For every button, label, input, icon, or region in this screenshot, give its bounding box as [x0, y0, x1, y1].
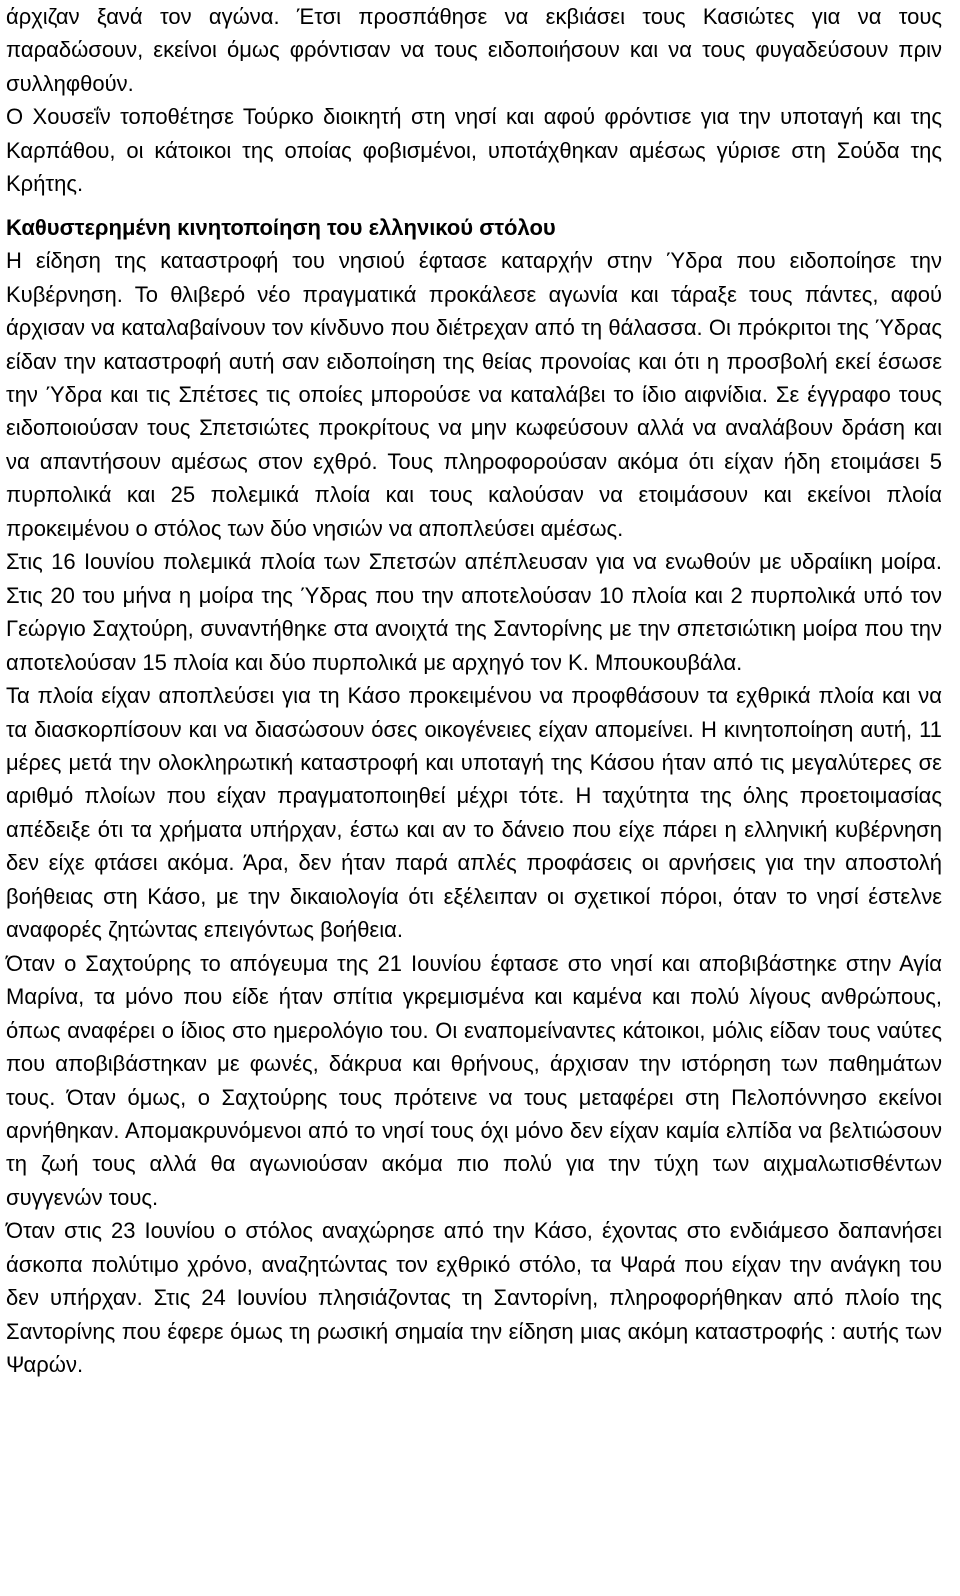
- document-page: [6, 0, 942, 1382]
- paragraph-7: Όταν στις 23 Ιουνίου ο στόλος αναχώρησε από την Κάσο, έχοντας στο ενδιάμεσο δαπανήσει άσκοπα πολύτιμο χρόνο, αναζητώντας τον εχθρικό στόλο, τα Ψαρά που είχαν την ανάγκη του δεν υπήρχαν. Στις 24 Ιουνίου πλησιάζοντας τη Σαντορίνη, πληροφορήθηκαν από πλοίο της Σαντορίνης που έφερε όμως τη ρωσική σημαία την είδηση μιας ακόμη καταστροφής : αυτής των Ψαρών.: [6, 1218, 942, 1378]
- paragraph-3: Η είδηση της καταστροφή του νησιού έφτασε καταρχήν στην Ύδρα που ειδοποίησε την Κυβέρνηση. Το θλιβερό νέο πραγματικά προκάλεσε αγωνία και τάραξε τους πάντες, αφού άρχισαν να καταλαβαίνουν τον κίνδυνο που διέτρεχαν από τη θάλασσα. Οι πρόκριτοι της Ύδρας είδαν την καταστροφή αυτή σαν ειδοποίηση της θείας προνοίας και ότι η προσβολή εκεί έσωσε την Ύδρα και τις Σπέτσες τις οποίες μπορούσε να καταλάβει το ίδιο αιφνίδια. Σε έγγραφο τους ειδοποιούσαν τους Σπετσιώτες προκρίτους να μην κωφεύσουν αλλά να αναλάβουν δράση και να απαντήσουν αμέσως στον εχθρό. Τους πληροφορούσαν ακόμα ότι είχαν ήδη ετοιμάσει 5 πυρπολικά και 25 πολεμικά πλοία και τους καλούσαν να ετοιμάσουν και εκείνοι πλοία προκειμένου ο στόλος των δύο νησιών να αποπλεύσει αμέσως.: [6, 248, 942, 541]
- paragraph-1: άρχιζαν ξανά τον αγώνα. Έτσι προσπάθησε να εκβιάσει τους Κασιώτες για να τους παραδώσουν, εκείνοι όμως φρόντισαν να τους ειδοποιήσουν και να τους φυγαδεύσουν πριν συλληφθούν.: [6, 4, 942, 96]
- section-heading: Καθυστερημένη κινητοποίηση του ελληνικού στόλου: [6, 214, 556, 240]
- paragraph-4: Στις 16 Ιουνίου πολεμικά πλοία των Σπετσών απέπλευσαν για να ενωθούν με υδραίικη μοίρα. Στις 20 του μήνα η μοίρα της Ύδρας που την αποτελούσαν 10 πλοία και 2 πυρπολικά υπό τον Γεώργιο Σαχτούρη, συναντήθηκε στα ανοιχτά της Σαντορίνης με την σπετσιώτικη μοίρα που την αποτελούσαν 15 πλοία και δύο πυρπολικά με αρχηγό τον Κ. Μπουκουβάλα.: [6, 549, 942, 675]
- paragraph-2: Ο Χουσεΐν τοποθέτησε Τούρκο διοικητή στη νησί και αφού φρόντισε για την υποταγή και της Καρπάθου, οι κάτοικοι της οποίας φοβισμένοι, υποτάχθηκαν αμέσως γύρισε στη Σούδα της Κρήτης.: [6, 104, 942, 197]
- paragraph-5: Τα πλοία είχαν αποπλεύσει για τη Κάσο προκειμένου να προφθάσουν τα εχθρικά πλοία και να τα διασκορπίσουν και να διασώσουν όσες οικογένειες είχαν απομείνει. Η κινητοποίηση αυτή, 11 μέρες μετά την ολοκληρωτική καταστροφή και υποταγή της Κάσου ήταν από τις μεγαλύτερες σε αριθμό πλοίων που είχαν πραγματοποιηθεί μέχρι τότε. Η ταχύτητα της όλης προετοιμασίας απέδειξε ότι τα χρήματα υπήρχαν, έστω και αν το δάνειο που είχε πάρει η ελληνική κυβέρνηση δεν είχε φτάσει ακόμα. Άρα, δεν ήταν παρά απλές προφάσεις οι αρνήσεις για την αποστολή βοήθειας στη Κάσο, με την δικαιολογία ότι εξέλειπαν οι σχετικοί πόροι, όταν το νησί έστελνε αναφορές ζητώντας επειγόντως βοήθεια.: [6, 683, 942, 943]
- paragraph-6: Όταν ο Σαχτούρης το απόγευμα της 21 Ιουνίου έφτασε στο νησί και αποβιβάστηκε στην Αγία Μαρίνα, τα μόνο που είδε ήταν σπίτια γκρεμισμένα και καμένα και πολύ λίγους ανθρώπους, όπως αναφέρει ο ίδιος στο ημερολόγιο του. Οι εναπομείναντες κάτοικοι, μόλις είδαν τους ναύτες που αποβιβάστηκαν με φωνές, δάκρυα και θρήνους, άρχισαν την ιστόρηση των παθημάτων τους. Όταν όμως, ο Σαχτούρης τους πρότεινε να τους μεταφέρει στη Πελοπόννησο εκείνοι αρνήθηκαν. Απομακρυνόμενοι από το νησί τους όχι μόνο δεν είχαν καμία ελπίδα να βελτιώσουν τη ζωή τους αλλά θα αγωνιούσαν ακόμα πιο πολύ για την τύχη των αιχμαλωτισθέντων συγγενών τους.: [6, 950, 942, 1210]
